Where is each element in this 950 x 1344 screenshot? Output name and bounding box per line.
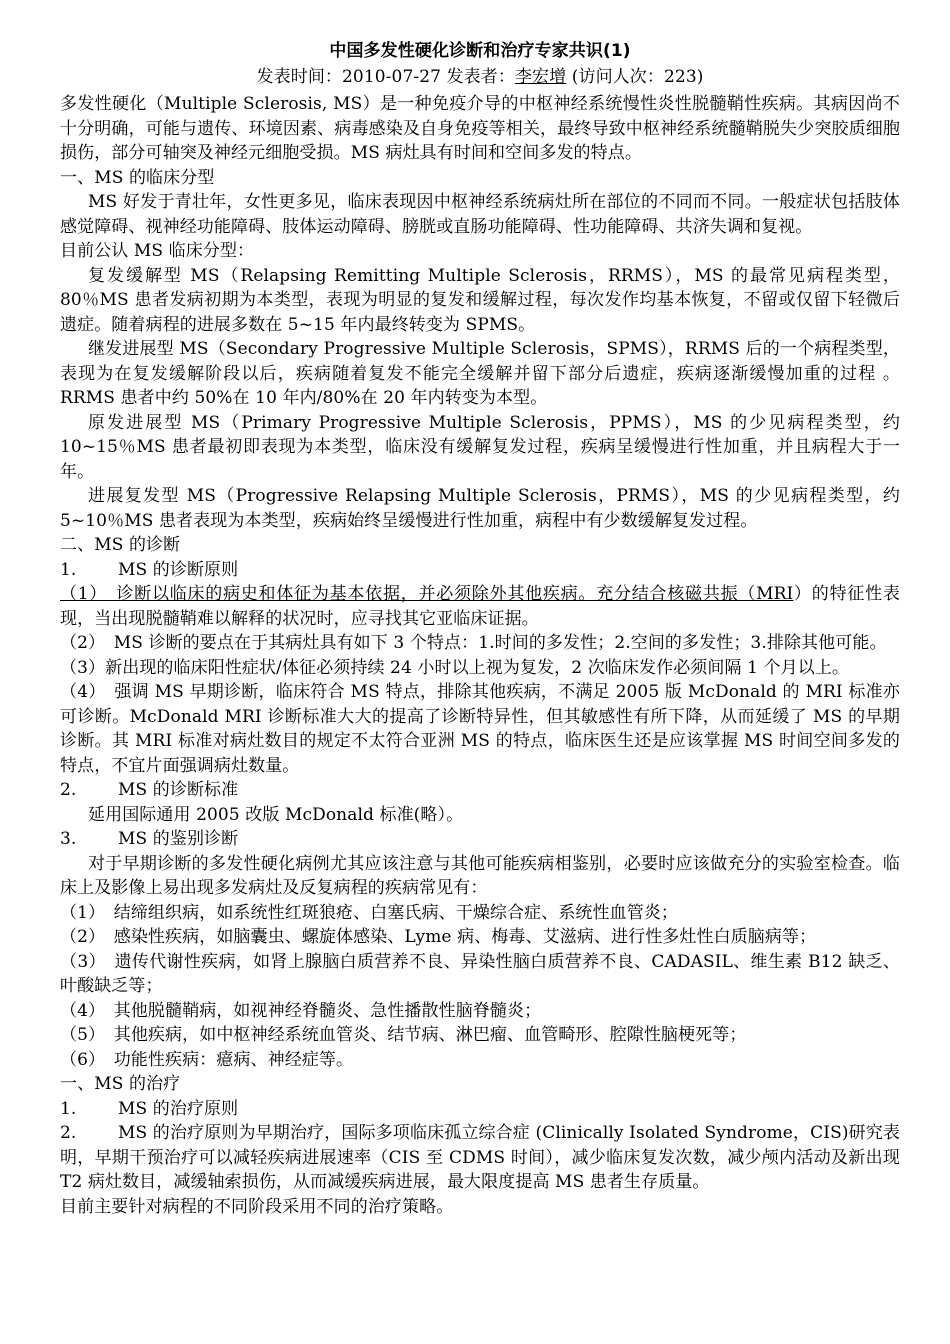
list-text: MS 的鉴别诊断 xyxy=(118,829,239,849)
treatment-closing: 目前主要针对病程的不同阶段采用不同的治疗策略。 xyxy=(60,1196,454,1217)
differential-item: （4） 其他脱髓鞘病，如视神经脊髓炎、急性播散性脑脊髓炎； xyxy=(60,1000,542,1021)
list-number: 2. xyxy=(60,780,77,800)
meta-suffix: (访问人次：223) xyxy=(566,67,704,87)
differential-item: （6） 功能性疾病：癔病、神经症等。 xyxy=(60,1049,354,1070)
differential-item: （3） 遗传代谢性疾病，如肾上腺脑白质营养不良、异染性脑白质营养不良、CADASIL、维生素 B12 缺乏、叶酸缺乏等； xyxy=(60,951,900,996)
diagnosis-item-3: （3）新出现的临床阳性症状/体征必须持续 24 小时以上视为复发，2 次临床发作必须间隔 1 个月以上。 xyxy=(60,657,850,678)
underlined-text: （1） 诊断以临床的病史和体征为基本依据，并必须除外其他疾病。充分结合核磁共振（MRI xyxy=(60,584,794,604)
diagnosis-criteria-body: 延用国际通用 2005 改版 McDonald 标准(略）。 xyxy=(88,804,464,825)
list-text: MS 的治疗原则为早期治疗，国际多项临床孤立综合症 (Clinically Isolated Syndrome，CIS)研究表明，早期干预治疗可以减轻疾病进展速率（CIS 至 CDMS 时间），减少临床复发次数，减少颅内活动及新出现 T2 病灶数目，减缓轴索损伤，从而减缓疾病进展，最大限度提高 MS 患者生存质量。 xyxy=(60,1123,900,1192)
article-title: 中国多发性硬化诊断和治疗专家共识(1) xyxy=(329,41,631,61)
treatment-principle-heading xyxy=(60,1097,900,1122)
spms-paragraph: 继发进展型 MS（Secondary Progressive Multiple Sclerosis，SPMS），RRMS 后的一个病程类型，表现为在复发缓解阶段以后，疾病随着复发不能完全缓解并留下部分后遗症，疾病逐渐缓慢加重的过程 。RRMS 患者中约 50%在 10 年内/80%在 20 年内转变为本型。 xyxy=(60,339,900,408)
differential-item: （5） 其他疾病，如中枢神经系统血管炎、结节病、淋巴瘤、血管畸形、腔隙性脑梗死等； xyxy=(60,1025,747,1045)
prms-paragraph: 进展复发型 MS（Progressive Relapsing Multiple Sclerosis，PRMS），MS 的少见病程类型，约 5~10％MS 患者表现为本类型，疾病始终呈缓慢进行性加重，病程中有少数缓解复发过程。 xyxy=(60,486,900,531)
clinical-types-lead: 目前公认 MS 临床分型： xyxy=(60,241,255,261)
treatment-principle-body xyxy=(60,1121,900,1195)
differential-item: （1） 结缔组织病，如系统性红斑狼疮、白塞氏病、干燥综合症、系统性血管炎； xyxy=(60,902,679,923)
section-heading-treatment: 一、MS 的治疗 xyxy=(60,1074,181,1094)
diagnosis-item-1 xyxy=(60,582,900,631)
section-heading-diagnosis: 二、MS 的诊断 xyxy=(60,535,181,555)
ppms-paragraph: 原发进展型 MS（Primary Progressive Multiple Sclerosis，PPMS），MS 的少见病程类型，约 10~15％MS 患者最初即表现为本类型，临床没有缓解复发过程，疾病呈缓慢进行性加重，并且病程大于一年。 xyxy=(60,412,900,482)
list-text: MS 的诊断标准 xyxy=(118,780,239,800)
list-number: 3. xyxy=(60,829,77,849)
article-meta xyxy=(60,64,900,90)
differential-heading xyxy=(60,827,900,852)
diagnosis-principle-heading xyxy=(60,558,900,583)
rrms-paragraph: 复发缓解型 MS（Relapsing Remitting Multiple Sclerosis，RRMS），MS 的最常见病程类型，80％MS 患者发病初期为本类型，表现为明显的复发和缓解过程，每次发作均基本恢复，不留或仅留下轻微后遗症。随着病程的进展多数在 5~15 年内最终转变为 SPMS。 xyxy=(60,265,900,335)
differential-item: （2） 感染性疾病，如脑囊虫、螺旋体感染、Lyme 病、梅毒、艾滋病、进行性多灶性白质脑病等； xyxy=(60,927,817,947)
list-number: 1. xyxy=(60,1098,77,1119)
document-page xyxy=(60,38,900,1219)
author-link[interactable]: 李宏增 xyxy=(514,67,567,87)
diagnosis-item-2: （2） MS 诊断的要点在于其病灶具有如下 3 个特点：1.时间的多发性；2.空间的多发性；3.排除其他可能。 xyxy=(60,633,887,653)
list-text: MS 的诊断原则 xyxy=(118,559,239,580)
list-number: 1. xyxy=(60,559,77,580)
list-text: MS 的治疗原则 xyxy=(118,1098,239,1119)
differential-intro: 对于早期诊断的多发性硬化病例尤其应该注意与其他可能疾病相鉴别，必要时应该做充分的实验室检查。临床上及影像上易出现多发病灶及反复病程的疾病常见有： xyxy=(60,853,900,898)
list-number: 2. xyxy=(60,1123,77,1143)
symptoms-paragraph: MS 好发于青壮年，女性更多见，临床表现因中枢神经系统病灶所在部位的不同而不同。一般症状包括肢体感觉障碍、视神经功能障碍、肢体运动障碍、膀胱或直肠功能障碍、性功能障碍、共济失调和复视。 xyxy=(60,192,900,237)
diagnosis-item-4: （4） 强调 MS 早期诊断，临床符合 MS 特点，排除其他疾病，不满足 2005 版 McDonald 的 MRI 标准亦可诊断。McDonald MRI 诊断标准大大的提高了诊断特异性，但其敏感性有所下降，从而延缓了 MS 的早期诊断。其 MRI 标准对病灶数目的规定不太符合亚洲 MS 的特点，临床医生还是应该掌握 MS 时间空间多发的特点，不宜片面强调病灶数量。 xyxy=(60,682,900,776)
section-heading-clinical-types: 一、MS 的临床分型 xyxy=(60,167,215,188)
meta-prefix: 发表时间：2010-07-27 发表者： xyxy=(256,67,515,87)
diagnosis-criteria-heading xyxy=(60,778,900,803)
item-text: ）的特征性表现，当出现脱髓鞘难以解释的状况时，应寻找其它亚临床证据。 xyxy=(60,584,900,629)
intro-paragraph: 多发性硬化（Multiple Sclerosis, MS）是一种免疫介导的中枢神经系统慢性炎性脱髓鞘性疾病。其病因尚不十分明确，可能与遗传、环境因素、病毒感染及自身免疫等相关，最终导致中枢神经系统髓鞘脱失少突胶质细胞损伤，部分可轴突及神经元细胞受损。MS 病灶具有时间和空间多发的特点。 xyxy=(60,94,900,163)
